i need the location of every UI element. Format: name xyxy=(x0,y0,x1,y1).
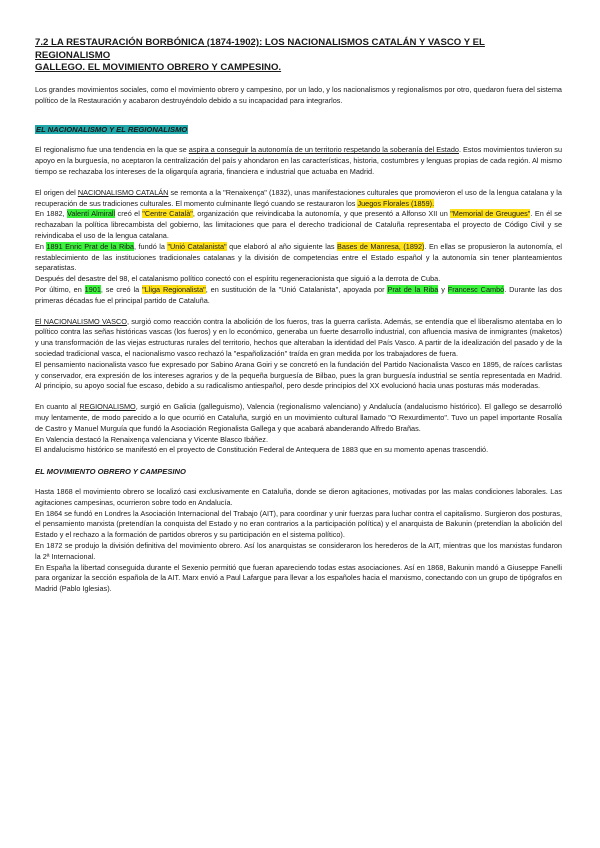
text-run: . En ellas se propusieron la autonomía, el restablecimiento de las instituciones tradicionales catalanas y la división de competencias entre el Estado español y la autonomía sin tener planteamientos separatistas. xyxy=(35,241,562,273)
catalan-paragraph-5 xyxy=(35,285,562,307)
text-run: . Durante las dos primeras décadas fue el principal partido de Cataluña. xyxy=(35,284,562,305)
workers-paragraph-1: Hasta 1868 el movimiento obrero se localizó casi exclusivamente en Cataluña, donde se dieron agitaciones, motivadas por las malas condiciones laborales. Las agitaciones campesinas, ocurrieron sobre todo en Andalucía. xyxy=(35,487,562,507)
highlight-yellow: Bases de Manresa, (1892) xyxy=(337,241,425,251)
section-heading-nationalism xyxy=(35,124,562,135)
title-line-1: 7.2 LA RESTAURACIÓN BORBÓNICA (1874-1902): LOS NACIONALISMOS CATALÁN Y VASCO Y EL REGIONALISMO xyxy=(35,37,485,61)
text-run: que elaboró al año siguiente las xyxy=(226,241,338,251)
catalan-paragraph-3 xyxy=(35,242,562,274)
underlined-text: REGIONALISMO xyxy=(79,402,136,412)
catalan-paragraph-4: Después del desastre del 98, el catalanismo político conectó con el espíritu regeneracionista que siguió a la derrota de Cuba. xyxy=(35,274,441,284)
text-run: se remonta a la "Renaixença" (1832), unas manifestaciones culturales que promovieron el uso de la lengua catalana y la recuperación de sus tradiciones culturales. El momento culminante llegó cuando se restauraron los xyxy=(35,187,562,208)
workers-paragraph-4: En España la libertad conseguida durante el Sexenio permitió que fueran apareciendo todas estas asociaciones. Así en 1868, Bakunin mandó a Giuseppe Fanelli para organizar la sección española de la AIT. Marx envió a Paul Lafargue para llevar a los españoles hacia el marxismo, conectando con un grupo de tipógrafos en Madrid (Pablo Iglesias). xyxy=(35,562,562,594)
highlight-green: Valentí Almirall xyxy=(67,209,116,219)
text-run: . En él se rechazaban la política librecambista del gobierno, las limitaciones que para el derecho tradicional de Cataluña representaba el proyecto de Código Civil y se reivindicaba el uso de la lengua catalana. xyxy=(35,209,562,240)
highlight-yellow: "Memorial de Greugues" xyxy=(450,209,531,219)
regionalism-paragraph xyxy=(35,145,562,177)
text-run: En cuanto al xyxy=(35,402,80,412)
text-run: El origen del xyxy=(35,187,78,197)
text-run: , surgió como reacción contra la abolición de los fueros, tras la guerra carlista. Además, se entendía que el liberalismo atentaba en lo político contra las señas históricas vascas (los fueros) y en lo económico, generaba un fuerte desarrollo industrial, con afluencia masiva de inmigrantes (maketos) y una transformación de las viejas estructuras rurales del territorio, hechos que alteraban la identidad del País Vasco. A partir de la idealización del pasado y de la sociedad tradicional vasca, el nacionalismo vasco rechazó la "españolización" traída en gran medida por los trabajadores de fuera. xyxy=(35,316,562,358)
basque-paragraph-2: El pensamiento nacionalista vasco fue expresado por Sabino Arana Goiri y se concretó en la fundación del Partido Nacionalista Vasco en 1895, de raíces carlistas y conservador, era expresión de los intereses agrarios y de la pequeña burguesía de Bilbao, pues la gran burguesía industrial se sentía representada en Madrid. Al principio, su apoyo social fue escaso, debido a su radicalismo antiespañol, pero desde principios del XX evolucionó hacia unas posturas más moderadas. xyxy=(35,359,562,391)
text-run: creó el xyxy=(115,209,143,219)
text-run: El regionalismo fue una tendencia en la que se xyxy=(35,145,189,155)
valencia-paragraph: En Valencia destacó la Renaixença valenciana y Vicente Blasco Ibáñez. xyxy=(35,434,268,444)
underlined-text: El NACIONALISMO VASCO xyxy=(35,316,127,326)
text-run: , fundó la xyxy=(133,241,168,251)
intro-paragraph: Los grandes movimientos sociales, como el movimiento obrero y campesino, por un lado, y los nacionalismos y regionalismos por otro, quedaron fuera del sistema político de la Restauración y acabaron destruyéndolo debido a su incapacidad para integrarlos. xyxy=(35,84,562,105)
highlight-green: Prat de la Riba xyxy=(387,284,439,294)
highlight-yellow: Juegos Florales (1859). xyxy=(357,198,435,208)
text-run: , se creó la xyxy=(100,284,143,294)
text-run: y xyxy=(438,284,448,294)
text-run: En 1882, xyxy=(35,209,68,219)
highlight-green: Francesc Cambó xyxy=(447,284,505,294)
highlight-green: 1901 xyxy=(84,284,101,294)
text-run: , organización que reivindicaba la autonomía, y que presentó a Alfonso XII un xyxy=(192,209,451,219)
underlined-text: aspira a conseguir la autonomía de un territorio respetando la soberanía del Estado xyxy=(188,145,459,155)
title-line-2: GALLEGO. EL MOVIMIENTO OBRERO Y CAMPESINO. xyxy=(35,62,282,74)
catalan-paragraph-2 xyxy=(35,209,562,241)
catalan-paragraph-1 xyxy=(35,188,562,210)
workers-paragraph-2: En 1864 se fundó en Londres la Asociación Internacional del Trabajo (AIT), para coordinar y unir fuerzas para luchar contra el capitalismo. Surgieron dos posturas, el pensamiento marxista (pretendían la conquista del Estado y no eran contrarios a la participación política) y el anarquista de Bakunin (pretendían la abolición del Estado y el rechazo a la formación de partidos obreros y su participación en el sistema político). xyxy=(35,508,562,540)
highlight-green: 1891 Enric Prat de la Riba xyxy=(46,241,134,251)
workers-paragraph-3: En 1872 se produjo la división definitiva del movimiento obrero. Así los anarquistas se consideraron los herederos de la AIT, mientras que los marxistas fundaron la 2ª Internacional. xyxy=(35,541,562,561)
highlight-yellow: "Unió Catalanista" xyxy=(167,241,227,251)
text-run: Por último, en xyxy=(35,284,85,294)
page-title xyxy=(35,37,562,75)
andalusia-paragraph: El andalucismo histórico se manifestó en el proyecto de Constitución Federal de Antequera de 1883 que en su momento apenas trascendió. xyxy=(35,445,489,455)
text-run: En xyxy=(35,241,47,251)
highlight-yellow: "Lliga Regionalista" xyxy=(142,284,206,294)
text-run: , en sustitución de la "Unió Catalanista", apoyada por xyxy=(205,284,388,294)
highlight-yellow: "Centre Català" xyxy=(142,209,193,219)
underlined-text: NACIONALISMO CATALÁN xyxy=(77,187,169,197)
text-run: , surgió en Galicia (galleguismo), Valencia (regionalismo valenciano) y Andalucía (andalucismo histórico). El gallego se desarrolló muy lentamente, de modo parecido a lo que ocurrió en Cataluña, surgió en un movimiento cultural llamado "O Rexurdimento". Tuvo un papel importante Rosalía de Castro y Manuel Murguía que fundó la Asociación Regionalista Gallega y que acabará abanderando Alfredo Brañas. xyxy=(35,402,562,433)
basque-paragraph-1 xyxy=(35,317,562,360)
document-body xyxy=(35,37,562,595)
section-heading-nationalism-text: EL NACIONALISMO Y EL REGIONALISMO xyxy=(36,125,188,135)
section-heading-workers: EL MOVIMIENTO OBRERO Y CAMPESINO xyxy=(35,467,186,477)
galician-paragraph-1 xyxy=(35,402,562,434)
text-run: . Estos movimientos tuvieron su apoyo en la burguesía, no aceptaron la centralización del país y ahondaron en las características, historia, costumbres y lenguas propias de cada región. Al mismo tiempo se rechazaba los intereses de la oligarquía agraria, financiera e industrial que actuaba en Madrid. xyxy=(35,145,563,176)
